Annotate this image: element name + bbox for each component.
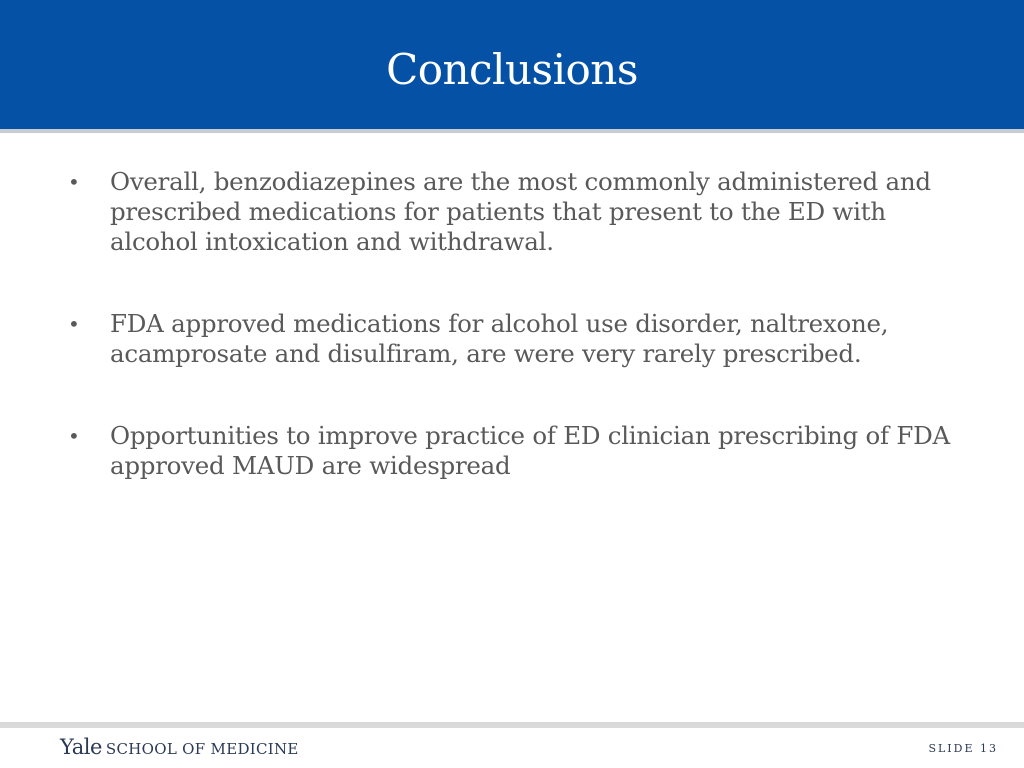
footer-divider	[0, 722, 1024, 728]
bullet-point-icon: •	[68, 312, 80, 336]
bullet-point-icon: •	[68, 170, 80, 194]
title-underline	[0, 129, 1024, 133]
bullet-item	[68, 167, 968, 257]
slide-number: SLIDE 13	[928, 742, 998, 755]
bullet-text: Overall, benzodiazepines are the most commonly administered and prescribed medications for patients that present to the ED with alcohol intoxication and withdrawal.	[110, 167, 931, 256]
bullet-text: Opportunities to improve practice of ED clinician prescribing of FDA approved MAUD are widespread	[110, 421, 950, 480]
title-banner	[0, 0, 1024, 129]
logo-yale-text: Yale	[60, 735, 102, 759]
bullet-list	[68, 167, 968, 533]
slide-title: Conclusions	[386, 45, 638, 94]
yale-school-of-medicine-logo	[60, 735, 299, 761]
bullet-item	[68, 421, 968, 481]
bullet-item	[68, 309, 968, 369]
bullet-point-icon: •	[68, 424, 80, 448]
logo-school-text: SCHOOL OF MEDICINE	[105, 740, 299, 758]
bullet-text: FDA approved medications for alcohol use disorder, naltrexone, acamprosate and disulfiram, are were very rarely prescribed.	[110, 309, 889, 368]
